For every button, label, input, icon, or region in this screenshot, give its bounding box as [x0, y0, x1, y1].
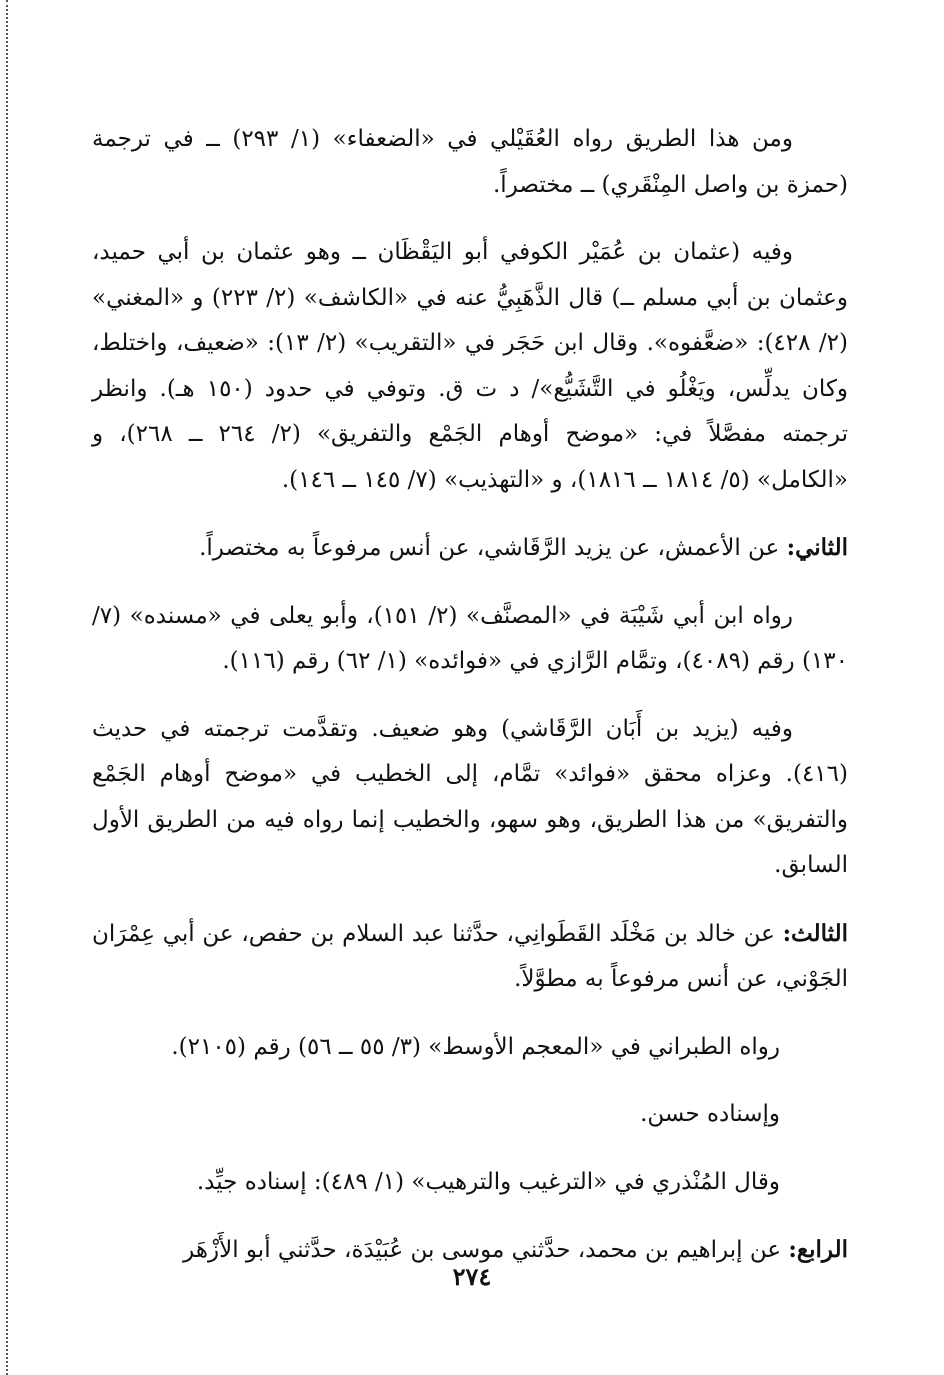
main-text: [92, 117, 848, 1296]
page-number: ٢٧٤: [452, 1262, 492, 1291]
paragraph-text: وإسناده حسن.: [640, 1101, 780, 1127]
paragraph-text: عن خالد بن مَخْلَد القَطَوانِي، حدَّثنا عبد السلام بن حفص، عن أبي عِمْرَان الجَوْني، عن أنس مرفوعاً به مطوَّلاً.: [92, 920, 848, 992]
paragraph-text: ومن هذا الطريق رواه العُقَيْلي في «الضعفاء» (١/ ٢٩٣) ــ في ترجمة (حمزة بن واصل المِنْقَري) ــ مختصراً.: [92, 126, 848, 198]
paragraph-yazid-raqashi: [92, 707, 848, 889]
paragraph-text: عن إبراهيم بن محمد، حدَّثني موسى بن عُبَيْدَة، حدَّثني أبو الأَزْهَر: [183, 1237, 782, 1263]
section-lead-fourth: الرابع:: [788, 1236, 848, 1263]
paragraph-text: وقال المُنْذري في «الترغيب والترهيب» (١/ ٤٨٩): إسناده جيِّد.: [196, 1168, 780, 1195]
paragraph-text: رواه ابن أبي شَيْبَة في «المصنَّف» (٢/ ١٥١)، وأبو يعلى في «مسنده» (٧/ ١٣٠) رقم (٤٠٨٩)، وتمَّام الرَّازي في «فوائده» (١/ ٦٢) رقم (١١٦).: [92, 602, 848, 674]
section-lead-second: الثاني:: [786, 534, 848, 561]
paragraph-mundhiri: [92, 1160, 848, 1206]
paragraph-text: وفيه (عثمان بن عُمَيْر الكوفي أبو اليَقْظَان ــ وهو عثمان بن أبي حميد، وعثمان بن أبي مسلم ــ) قال الذَّهَبِيُّ عنه في «الكاشف» (٢/ ٢٢٣) و «المغني» (٢/ ٤٢٨): «ضعَّفوه». وقال ابن حَجَر في «التقريب» (٢/ ١٣): «ضعيف، واختلط، وكان يدلِّس، ويَغْلُو في التَّشَيُّع»/ د ت ق. وتوفي في حدود (١٥٠ هـ). وانظر ترجمته مفصَّلاً في: «موضح أوهام الجَمْع والتفريق» (٢/ ٢٦٤ ــ ٢٦٨)، و «الكامل» (٥/ ١٨١٤ ــ ١٨١٦)، و «التهذيب» (٧/ ١٤٥ ــ ١٤٦).: [92, 239, 849, 493]
paragraph-tabarani: [92, 1025, 848, 1071]
paragraph-text: رواه الطبراني في «المعجم الأوسط» (٣/ ٥٥ ــ ٥٦) رقم (٢١٠٥).: [171, 1033, 780, 1060]
paragraph-ibn-abi-shayba: [92, 594, 848, 685]
paragraph-text: عن الأعمش، عن يزيد الرَّقَاشي، عن أنس مرفوعاً به مختصراً.: [199, 535, 780, 561]
paragraph-text: وفيه (يزيد بن أَبَان الرَّقَاشي) وهو ضعيف. وتقدَّمت ترجمته في حديث (٤١٦). وعزاه محقق «فوائد» تمَّام، إلى الخطيب في «موضح أوهام الجَمْع والتفريق» من هذا الطريق، وهو سهو، والخطيب إنما رواه فيه من الطريق الأول السابق.: [92, 715, 848, 878]
paragraph-third-path: [92, 911, 848, 1003]
paragraph-uthman-bin-umayr: [92, 230, 848, 503]
scan-edge-divider: [6, 0, 9, 1375]
section-lead-third: الثالث:: [782, 919, 848, 947]
paragraph-uqayli-narration: [92, 117, 848, 208]
paragraph-isnad-hasan: [92, 1092, 848, 1138]
paragraph-second-path: [92, 525, 848, 572]
